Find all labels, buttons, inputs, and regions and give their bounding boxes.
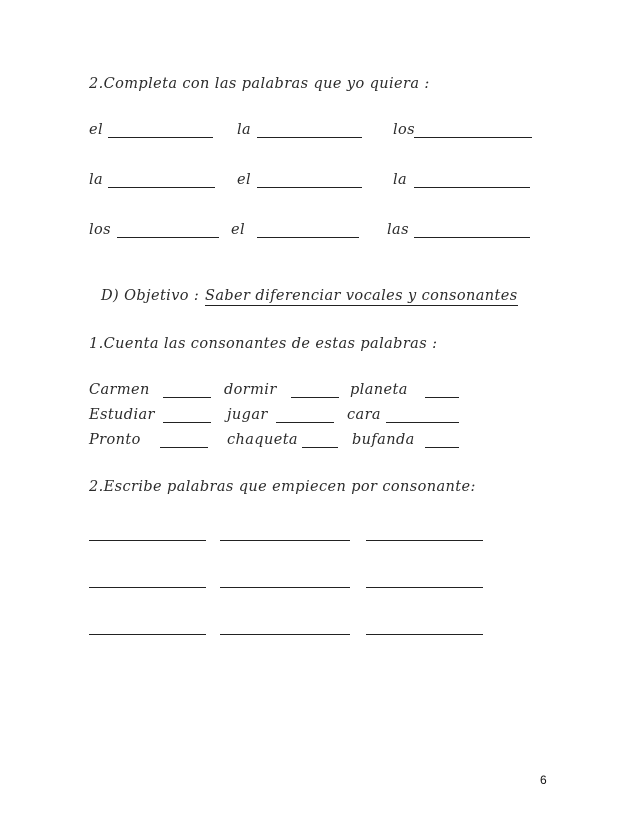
article-label: los bbox=[89, 222, 112, 238]
page-number: 6 bbox=[540, 773, 547, 787]
word-label: dormir bbox=[224, 382, 277, 398]
exercise-count-title: 1.Cuenta las consonantes de estas palabras : bbox=[89, 336, 438, 352]
answer-blank[interactable] bbox=[257, 237, 359, 238]
count-blank[interactable] bbox=[160, 447, 208, 448]
answer-blank[interactable] bbox=[108, 187, 215, 188]
write-blank[interactable] bbox=[220, 587, 350, 588]
word-label: Pronto bbox=[89, 432, 141, 448]
word-label: chaqueta bbox=[227, 432, 298, 448]
answer-blank[interactable] bbox=[414, 137, 532, 138]
section-d-label: D) Objetivo : bbox=[101, 288, 200, 304]
article-label: las bbox=[387, 222, 409, 238]
count-blank[interactable] bbox=[276, 422, 334, 423]
count-blank[interactable] bbox=[302, 447, 338, 448]
write-blank[interactable] bbox=[220, 540, 350, 541]
count-blank[interactable] bbox=[425, 397, 459, 398]
word-label: jugar bbox=[227, 407, 268, 423]
article-label: la bbox=[393, 172, 408, 188]
write-blank[interactable] bbox=[366, 634, 483, 635]
word-label: Carmen bbox=[89, 382, 150, 398]
write-blank[interactable] bbox=[220, 634, 350, 635]
write-blank[interactable] bbox=[366, 587, 483, 588]
count-blank[interactable] bbox=[425, 447, 459, 448]
count-blank[interactable] bbox=[386, 422, 459, 423]
article-label: los bbox=[393, 122, 416, 138]
write-blank[interactable] bbox=[89, 587, 206, 588]
word-label: cara bbox=[347, 407, 381, 423]
article-label: el bbox=[231, 222, 246, 238]
answer-blank[interactable] bbox=[414, 237, 530, 238]
article-label: el bbox=[237, 172, 252, 188]
answer-blank[interactable] bbox=[117, 237, 219, 238]
write-blank[interactable] bbox=[89, 634, 206, 635]
answer-blank[interactable] bbox=[257, 137, 362, 138]
word-label: Estudiar bbox=[89, 407, 155, 423]
exercise-complete-title: 2.Completa con las palabras que yo quiera : bbox=[89, 76, 430, 92]
word-label: bufanda bbox=[352, 432, 415, 448]
article-label: la bbox=[89, 172, 104, 188]
count-blank[interactable] bbox=[163, 397, 211, 398]
article-label: la bbox=[237, 122, 252, 138]
count-blank[interactable] bbox=[291, 397, 339, 398]
answer-blank[interactable] bbox=[257, 187, 362, 188]
section-d-goal: Saber diferenciar vocales y consonantes bbox=[205, 288, 518, 304]
count-blank[interactable] bbox=[163, 422, 211, 423]
answer-blank[interactable] bbox=[414, 187, 530, 188]
word-label: planeta bbox=[350, 382, 408, 398]
write-blank[interactable] bbox=[366, 540, 483, 541]
exercise-write-title: 2.Escribe palabras que empiecen por consonante: bbox=[89, 479, 476, 495]
answer-blank[interactable] bbox=[108, 137, 213, 138]
write-blank[interactable] bbox=[89, 540, 206, 541]
article-label: el bbox=[89, 122, 104, 138]
